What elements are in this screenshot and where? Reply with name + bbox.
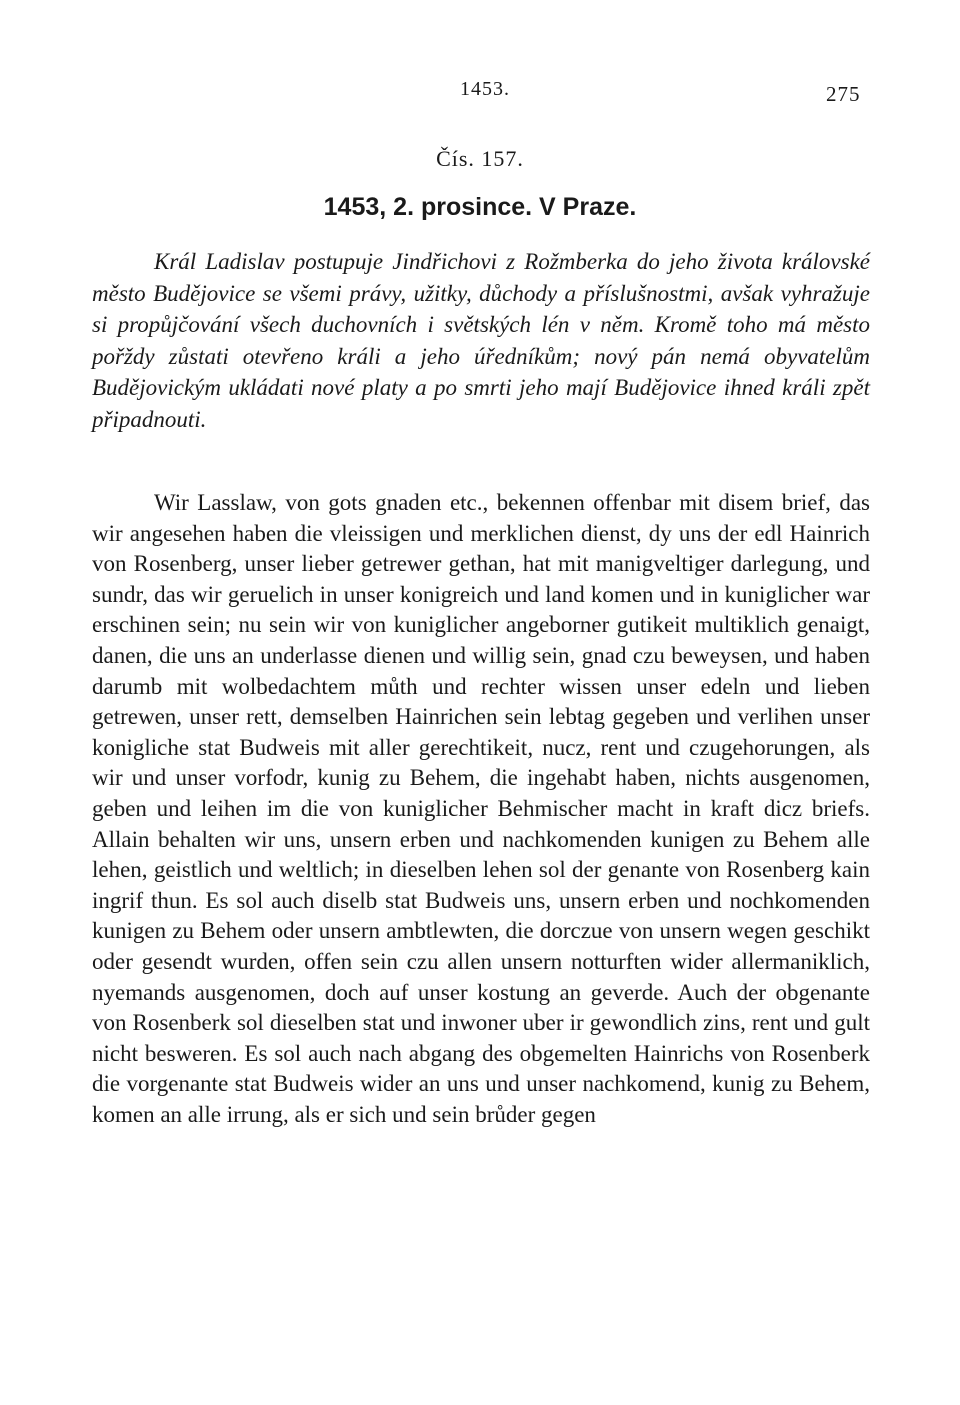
document-number: Čís. 157.: [436, 146, 524, 171]
running-header-year: 1453.: [460, 78, 510, 100]
document-dateline: 1453, 2. prosince. V Praze.: [323, 193, 637, 221]
running-header: [0, 76, 960, 106]
page-number: 275: [826, 82, 861, 106]
regest-summary: Král Ladislav postupuje Jindřichovi z Rožmberka do jeho života královské město Budějovice se všemi právy, užitky, důchody a příslušnostmi, avšak vyhražuje si propůjčování všech duchovních i světských lén v něm. Kromě toho má město pořždy zůstati otevřeno králi a jeho úředníkům; nový pán nemá obyvatelům Budějovickým ukládati nové platy a po smrti jeho mají Budějovice ihned králi zpět připadnouti.: [92, 249, 870, 432]
charter-text: Wir Lasslaw, von gots gnaden etc., bekennen offenbar mit disem brief, das wir angesehen haben die vleissigen und merklichen dienst, dy uns der edl Hainrich von Rosenberg, unser lieber getrewer gethan, hat mit manigveltiger darlegung, und sundr, das wir geruelich in unser konigreich und land komen und in kuniglicher war erschinen sein; nu sein wir von kuniglicher angeborner gutikeit multiklich genaigt, danen, die uns an underlasse dienen und willig sein, gnad czu beweysen, und haben darumb mit wolbedachtem můth und rechter wissen unser edeln und lieben getrewen, unser rett, demselben Hainrichen sein lebtag gegeben und verlihen unser konigliche stat Budweis mit aller gerechtikeit, nucz, rent und czugehorungen, als wir und unser vorfodr, kunig zu Behem, die ingehabt haben, nichts ausgenomen, geben und leihen im die von kuniglicher Behmischer macht in kraft dicz briefs. Allain behalten wir uns, unsern erben und nachkomenden kunigen zu Behem alle lehen, geistlich und weltlich; in dieselben lehen sol der genante von Rosenberg kain ingrif thun. Es sol auch diselb stat Budweis uns, unsern erben und nochkomenden kunigen zu Behem oder unsern ambtlewten, die dorczue von unsern wegen geschikt oder gesendt wurden, offen sein czu allen unsern notturften wider allermaniklich, nyemands ausgenomen, doch auf unser kostung an geverde. Auch der obgenante von Rosenberk sol dieselben stat und inwoner uber ir gewondlich zins, rent und gult nicht besweren. Es sol auch nach abgang des obgemelten Hainrichs von Rosenberk die vorgenante stat Budweis wider an uns und unser nachkomend, kunig zu Behem, komen an alle irrung, als er sich und sein brůder gegen: [92, 490, 870, 1127]
